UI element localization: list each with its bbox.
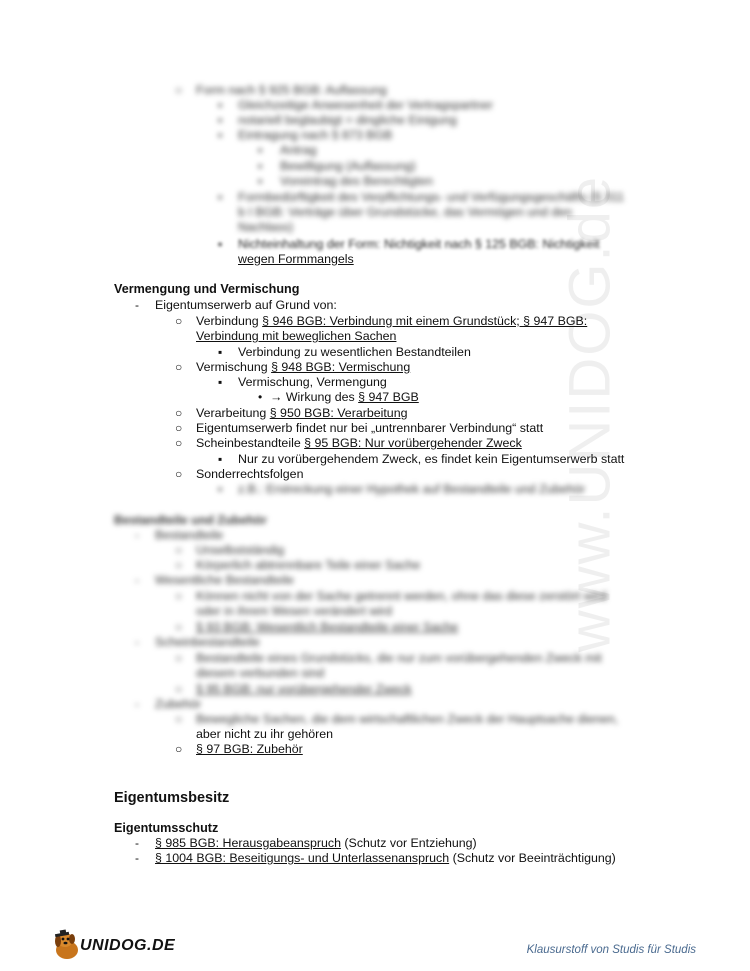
circle-bullet-icon: ○ (175, 314, 183, 328)
item-description: (Schutz vor Beeinträchtigung) (449, 851, 616, 865)
paragraph-link[interactable]: Verbindung mit beweglichen Sachen (196, 329, 397, 343)
nichteinhaltung-line: Nichteinhaltung der Form: Nichtigkeit nach § 125 BGB: Nichtigkeit (238, 237, 600, 251)
verarbeitung-label: Verarbeitung (196, 406, 270, 420)
dash-bullet-icon: - (135, 573, 139, 587)
list-item: Sonderrechtsfolgen (196, 467, 304, 481)
list-item: Vermischung, Vermengung (238, 375, 387, 389)
logo-text: UNIDOG.DE (80, 937, 176, 954)
blurred-line: Bewilligung (Auflassung) (280, 159, 416, 173)
circle-bullet-icon: ○ (175, 651, 183, 665)
blurred-line: notariell beglaubigt = dingliche Einigung (238, 113, 457, 127)
square-bullet-icon: ▪ (218, 113, 223, 127)
list-item (155, 836, 477, 851)
circle-bullet-icon: ○ (175, 360, 183, 374)
dot-bullet-icon: • (258, 390, 263, 404)
blurred-line: Bestandteile (155, 528, 224, 542)
blurred-line: § 95 BGB: nur vorübergehender Zweck (196, 682, 412, 696)
blurred-line: oder in ihrem Wesen verändert wird (196, 604, 393, 618)
item-description: (Schutz vor Entziehung) (340, 836, 477, 850)
dash-bullet-icon: - (135, 528, 139, 542)
list-item: Nur zu vorübergehendem Zweck, es findet kein Eigentumserwerb statt (238, 452, 625, 466)
circle-bullet-icon: ○ (175, 467, 183, 481)
circle-bullet-icon: ○ (175, 436, 183, 450)
circle-bullet-icon: ○ (175, 83, 183, 97)
schein-label: Scheinbestandteile (196, 436, 305, 450)
paragraph-link[interactable]: § 948 BGB: Vermischung (271, 360, 411, 374)
blurred-line: z.B.: Erstreckung einer Hypothek auf Bestandteile und Zubehör (238, 482, 586, 496)
paragraph-link[interactable]: § 1004 BGB: Beseitigungs- und Unterlassenanspruch (155, 851, 450, 865)
blurred-line: Bestandteile eines Grundstücks, die nur zum vorübergehenden Zweck mit (196, 651, 602, 665)
blurred-line: diesem verbunden sind (196, 666, 325, 680)
vermischung-item (196, 360, 410, 375)
dot-bullet-icon: ▪ (258, 174, 263, 188)
section-heading: Eigentumsschutz (114, 821, 219, 835)
list-item: Eigentumserwerb findet nur bei „untrennbarer Verbindung“ statt (196, 421, 544, 435)
square-bullet-icon: ▪ (218, 128, 223, 142)
blurred-line: b I BGB: Verträge über Grundstücke, das Vermögen und den (238, 205, 573, 219)
footer-tagline: Klausurstoff von Studis für Studis (526, 944, 696, 956)
square-bullet-icon: ▪ (218, 345, 223, 359)
circle-bullet-icon: ○ (175, 620, 183, 634)
dot-bullet-icon: ▪ (258, 159, 263, 173)
blurred-line: Eintragung nach § 873 BGB (238, 128, 393, 142)
blurred-line: Voreintrag des Berechtigten (280, 174, 433, 188)
dash-bullet-icon: - (135, 851, 139, 865)
square-bullet-icon: ▪ (218, 482, 223, 496)
list-item: Verbindung zu wesentlichen Bestandteilen (238, 345, 471, 359)
circle-bullet-icon: ○ (175, 589, 183, 603)
list-item (155, 851, 616, 866)
circle-bullet-icon: ○ (175, 558, 183, 572)
square-bullet-icon: ▪ (218, 98, 223, 112)
dash-bullet-icon: - (135, 635, 139, 649)
paragraph-link[interactable]: § 95 BGB: Nur vorübergehender Zweck (304, 436, 522, 450)
square-bullet-icon: ▪ (218, 375, 223, 389)
dash-bullet-icon: - (135, 836, 139, 850)
dash-bullet-icon: - (135, 298, 139, 312)
blurred-line: Antrag (280, 143, 317, 157)
paragraph-link[interactable]: § 946 BGB: Verbindung mit einem Grundstück; § 947 BGB: (262, 314, 588, 328)
paragraph-link[interactable]: § 947 BGB (358, 390, 419, 404)
square-bullet-icon: ▪ (218, 190, 223, 204)
square-bullet-icon: ▪ (218, 237, 223, 251)
verarbeitung-item (196, 406, 408, 421)
blurred-line: Gleichzeitige Anwesenheit der Vertragspartner (238, 98, 493, 112)
verbindung-item (196, 314, 587, 329)
circle-bullet-icon: ○ (175, 712, 183, 726)
paragraph-link[interactable]: § 97 BGB: Zubehör (196, 742, 303, 756)
circle-bullet-icon: ○ (175, 742, 183, 756)
blurred-line: Form nach § 925 BGB: Auflassung (196, 83, 387, 97)
zubehoer-line: aber nicht zu ihr gehören (196, 727, 334, 741)
section-heading: Vermengung und Vermischung (114, 282, 300, 296)
circle-bullet-icon: ○ (175, 682, 183, 696)
blurred-line: Formbedürftigkeit des Verpflichtungs- und Verfügungsgeschäfts (§ 311 (238, 190, 625, 204)
circle-bullet-icon: ○ (175, 406, 183, 420)
blurred-line: Scheinbestandteile (155, 635, 260, 649)
chapter-heading: Eigentumsbesitz (114, 790, 230, 806)
paragraph-link[interactable]: § 985 BGB: Herausgabeanspruch (155, 836, 341, 850)
blurred-line: Zubehör (155, 697, 202, 711)
blurred-line: Wesentliche Bestandteile (155, 573, 294, 587)
blurred-heading: Bestandteile und Zubehör (114, 513, 267, 527)
dot-bullet-icon: ▪ (258, 143, 263, 157)
circle-bullet-icon: ○ (175, 543, 183, 557)
verbindung-label: Verbindung (196, 314, 263, 328)
nichteinhaltung-line-2: wegen Formmangels (238, 252, 354, 266)
watermark: www.UNIDOG.de (557, 174, 623, 653)
blurred-line: Bewegliche Sachen, die dem wirtschaftlichen Zweck der Hauptsache dienen, (196, 712, 619, 726)
intro-line: Eigentumserwerb auf Grund von: (155, 298, 337, 312)
square-bullet-icon: ▪ (218, 452, 223, 466)
arrow-icon: → Wirkung des (270, 390, 359, 404)
dash-bullet-icon: - (135, 697, 139, 711)
schein-item (196, 436, 522, 451)
wirkung-item (270, 390, 419, 405)
blurred-line: Unselbstständig (196, 543, 285, 557)
unidog-logo (52, 928, 182, 962)
blurred-line: § 93 BGB: Wesentlich Bestandteile einer Sache (196, 620, 459, 634)
blurred-line: Nachlass) (238, 220, 294, 234)
blurred-line: Körperlich abtrennbare Teile einer Sache (196, 558, 421, 572)
circle-bullet-icon: ○ (175, 421, 183, 435)
vermischung-label: Vermischung (196, 360, 272, 374)
blurred-line: Können nicht von der Sache getrennt werden, ohne das diese zerstört wird (196, 589, 607, 603)
paragraph-link[interactable]: § 950 BGB: Verarbeitung (269, 406, 408, 420)
